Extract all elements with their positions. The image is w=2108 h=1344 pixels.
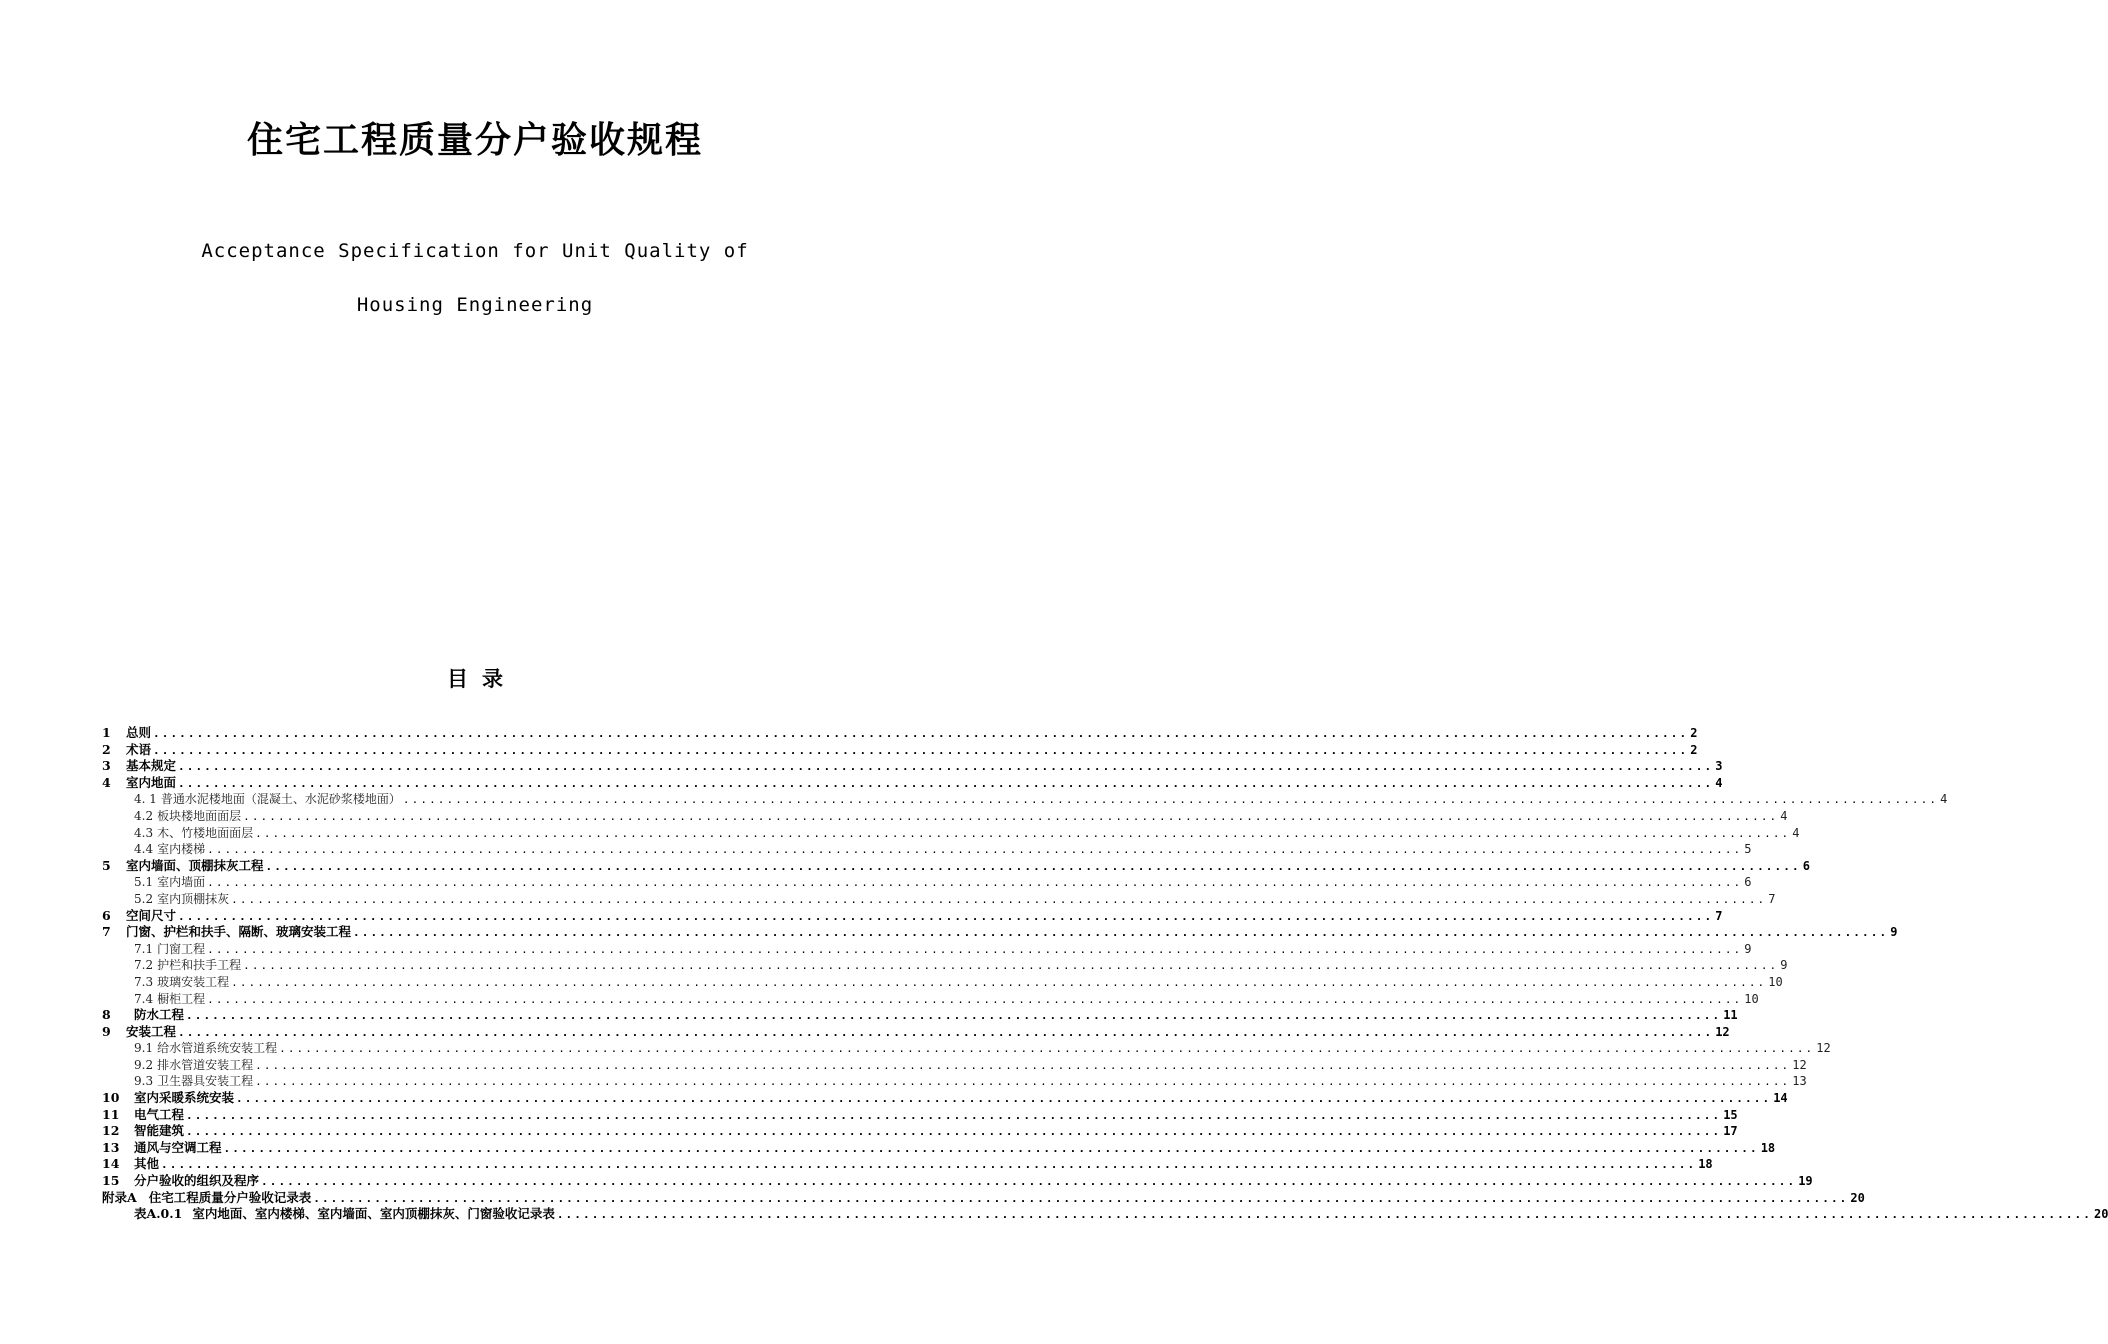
toc-dot-leader: ................................................................................................................................................................................: [186, 1009, 1722, 1023]
toc-dot-leader: ................................................................................................................................................................................: [178, 760, 1714, 774]
toc-dot-leader: ................................................................................................................................................................................: [178, 776, 1714, 790]
toc-entry-number: 12: [102, 1123, 120, 1139]
toc-entry-title: 基本规定: [126, 758, 177, 774]
toc-dot-leader: ................................................................................................................................................................................: [186, 1125, 1722, 1139]
toc-entry-number: 5.2: [134, 891, 154, 906]
toc-entry-number: 1: [102, 725, 111, 740]
toc-entry-page: 18: [1698, 1157, 1713, 1172]
toc-entry-page: 17: [1723, 1124, 1738, 1139]
toc-entry-title: 普通水泥楼地面（混凝土、水泥砂浆楼地面）: [160, 792, 401, 807]
toc-dot-leader: ................................................................................................................................................................................: [153, 743, 1689, 757]
toc-entry-title: 室内地面、室内楼梯、室内墙面、室内顶棚抹灰、门窗验收记录表: [192, 1206, 555, 1222]
toc-dot-leader: ................................................................................................................................................................................: [231, 892, 1767, 906]
toc-entry-page: 7: [1768, 891, 1776, 906]
toc-entry-page: 3: [1715, 759, 1723, 774]
toc-entry-number: 8: [102, 1007, 111, 1023]
toc-entry-number: 5.1: [134, 875, 154, 890]
toc-entry-title: 木、竹楼地面面层: [157, 825, 254, 840]
toc-dot-leader: ................................................................................................................................................................................: [186, 1108, 1722, 1122]
toc-entry-title: 智能建筑: [134, 1123, 185, 1139]
toc-entry-page: 20: [1850, 1190, 1865, 1205]
toc-dot-leader: ................................................................................................................................................................................: [153, 727, 1689, 740]
toc-entry-title: 室内地面: [126, 774, 177, 790]
toc-entry-page: 2: [1690, 726, 1698, 740]
toc-entry-page: 20: [2094, 1207, 2108, 1222]
toc-dot-leader: ................................................................................................................................................................................: [255, 1058, 1791, 1072]
toc-entry-page: 5: [1744, 842, 1752, 857]
toc-entry-number: 9.1: [134, 1041, 154, 1056]
toc-entry-page: 18: [1760, 1140, 1776, 1155]
toc-entry[interactable]: [102, 825, 1800, 842]
toc-entry-page: 4: [1792, 825, 1800, 840]
toc-heading-char-2: 录: [482, 667, 503, 691]
toc-entry-page: 14: [1773, 1091, 1788, 1106]
toc-entry[interactable]: [102, 1123, 1738, 1140]
toc-entry-page: 19: [1798, 1174, 1813, 1189]
toc-entry-page: 10: [1768, 974, 1783, 989]
toc-entry[interactable]: [102, 1206, 2108, 1223]
toc-entry-title: 室内墙面: [157, 875, 206, 890]
toc-entry[interactable]: [102, 1156, 1713, 1173]
toc-dot-leader: ................................................................................................................................................................................: [178, 909, 1714, 923]
toc-entry-title: 电气工程: [134, 1106, 185, 1122]
toc-dot-leader: ................................................................................................................................................................................: [236, 1092, 1772, 1106]
toc-entry-number: 15: [102, 1173, 120, 1189]
toc-entry[interactable]: [102, 1057, 1807, 1074]
toc-entry-page: 4: [1715, 775, 1723, 790]
toc-entry-title: 总则: [126, 725, 152, 740]
toc-dot-leader: ................................................................................................................................................................................: [207, 942, 1743, 956]
toc-heading-char-1: 目: [447, 667, 468, 691]
toc-entry[interactable]: [102, 1139, 1776, 1157]
toc-entry-number: 9: [102, 1023, 111, 1039]
toc-entry-title: 护栏和扶手工程: [157, 958, 242, 973]
toc-entry[interactable]: [102, 1007, 1738, 1024]
toc-dot-leader: ................................................................................................................................................................................: [353, 926, 1889, 940]
toc-entry-number: 7.1: [134, 941, 154, 956]
toc-dot-leader: ................................................................................................................................................................................: [161, 1158, 1697, 1172]
toc-entry-title: 通风与空调工程: [134, 1139, 222, 1155]
toc-entry-number: 4.2: [134, 808, 154, 823]
toc-dot-leader: ................................................................................................................................................................................: [243, 809, 1779, 823]
toc-entry-title: 排水管道安装工程: [157, 1057, 254, 1072]
toc-entry-title: 分户验收的组织及程序: [134, 1173, 260, 1189]
toc-entry-title: 住宅工程质量分户验收记录表: [148, 1189, 312, 1205]
toc-entry-number: 附录A: [102, 1189, 137, 1205]
toc-entry[interactable]: [102, 1073, 1807, 1090]
toc-dot-leader: ................................................................................................................................................................................: [279, 1042, 1815, 1056]
toc-entry-page: 4: [1940, 792, 1948, 807]
toc-entry-title: 室内墙面、顶棚抹灰工程: [126, 857, 264, 873]
table-of-contents: [102, 725, 2108, 1223]
toc-entry-page: 9: [1744, 941, 1752, 956]
toc-dot-leader: ................................................................................................................................................................................: [556, 1208, 2092, 1222]
toc-dot-leader: ................................................................................................................................................................................: [207, 876, 1743, 890]
toc-entry-title: 门窗、护栏和扶手、隔断、玻璃安装工程: [126, 924, 352, 940]
toc-entry[interactable]: [102, 974, 1783, 991]
toc-entry-number: 2: [102, 741, 111, 757]
toc-entry-page: 12: [1715, 1024, 1730, 1039]
toc-entry-title: 其他: [134, 1156, 160, 1172]
toc-entry-number: 5: [102, 857, 111, 873]
toc-entry-number: 4: [102, 774, 111, 790]
toc-entry[interactable]: [102, 774, 1723, 792]
toc-entry-title: 卫生器具安装工程: [157, 1074, 254, 1089]
toc-entry[interactable]: [102, 907, 1723, 925]
toc-entry[interactable]: [102, 874, 1752, 891]
toc-dot-leader: ................................................................................................................................................................................: [255, 826, 1791, 840]
toc-entry-title: 空间尺寸: [126, 907, 177, 923]
toc-entry-title: 防水工程: [134, 1007, 185, 1023]
toc-entry-number: 表A.0.1: [134, 1206, 183, 1222]
document-title: 住宅工程质量分户验收规程: [246, 120, 703, 161]
toc-entry-number: 13: [102, 1139, 120, 1155]
toc-entry[interactable]: [102, 857, 1810, 875]
toc-entry-title: 门窗工程: [157, 941, 206, 956]
toc-entry[interactable]: [102, 791, 1948, 808]
toc-entry-title: 板块楼地面面层: [157, 808, 242, 823]
toc-entry[interactable]: [102, 1090, 1788, 1107]
toc-entry[interactable]: [102, 941, 1752, 958]
toc-dot-leader: ................................................................................................................................................................................: [265, 859, 1801, 873]
toc-entry-number: 4.4: [134, 842, 154, 857]
english-title-line-2: Housing Engineering: [356, 294, 594, 316]
toc-entry-number: 7.3: [134, 974, 154, 989]
toc-entry[interactable]: [102, 924, 1898, 941]
toc-entry-page: 11: [1723, 1008, 1738, 1023]
toc-entry[interactable]: [102, 758, 1723, 775]
toc-entry-title: 室内楼梯: [157, 842, 206, 857]
toc-entry-title: 给水管道系统安装工程: [157, 1041, 278, 1056]
toc-entry[interactable]: [102, 1040, 1831, 1057]
toc-dot-leader: ................................................................................................................................................................................: [313, 1191, 1849, 1205]
toc-entry-page: 2: [1690, 742, 1698, 757]
toc-entry-number: 11: [102, 1106, 120, 1122]
toc-entry-title: 室内采暖系统安装: [134, 1090, 235, 1106]
toc-entry-page: 4: [1780, 808, 1788, 823]
toc-entry[interactable]: [102, 725, 1698, 742]
toc-entry[interactable]: [102, 991, 1759, 1008]
toc-entry[interactable]: [102, 1106, 1738, 1124]
toc-entry-title: 玻璃安装工程: [157, 974, 230, 989]
toc-entry-number: 3: [102, 758, 111, 774]
toc-entry-number: 9.2: [134, 1057, 154, 1072]
toc-dot-leader: ................................................................................................................................................................................: [207, 992, 1743, 1006]
toc-entry-page: 6: [1744, 875, 1752, 890]
toc-entry-page: 12: [1816, 1041, 1831, 1056]
toc-entry[interactable]: [102, 1023, 1730, 1041]
toc-entry-number: 7.2: [134, 958, 154, 973]
toc-entry-page: 13: [1792, 1074, 1807, 1089]
toc-entry-page: 12: [1792, 1057, 1807, 1072]
toc-entry-number: 4. 1: [134, 792, 157, 807]
toc-dot-leader: ................................................................................................................................................................................: [223, 1141, 1759, 1155]
toc-dot-leader: ................................................................................................................................................................................: [207, 843, 1743, 857]
toc-dot-leader: ................................................................................................................................................................................: [255, 1075, 1791, 1089]
toc-entry-page: 9: [1890, 925, 1898, 940]
toc-entry-page: 15: [1723, 1107, 1738, 1122]
toc-entry-title: 术语: [126, 741, 152, 757]
toc-dot-leader: ................................................................................................................................................................................: [402, 793, 1939, 807]
toc-entry-page: 6: [1802, 858, 1810, 873]
toc-entry[interactable]: [102, 808, 1788, 825]
toc-entry-number: 7.4: [134, 991, 154, 1006]
toc-entry-title: 橱柜工程: [157, 991, 206, 1006]
toc-entry[interactable]: [102, 957, 1788, 974]
toc-entry-title: 安装工程: [126, 1023, 177, 1039]
toc-entry[interactable]: [102, 891, 1776, 908]
toc-dot-leader: ................................................................................................................................................................................: [231, 975, 1767, 989]
toc-heading: [0, 663, 950, 693]
toc-entry-number: 10: [102, 1090, 120, 1106]
toc-dot-leader: ................................................................................................................................................................................: [243, 959, 1779, 973]
toc-dot-leader: ................................................................................................................................................................................: [178, 1025, 1714, 1039]
toc-entry-page: 9: [1780, 958, 1788, 973]
toc-entry-number: 4.3: [134, 825, 154, 840]
toc-entry-number: 6: [102, 907, 111, 923]
toc-entry-number: 7: [102, 924, 111, 940]
toc-entry-number: 9.3: [134, 1074, 154, 1089]
toc-entry[interactable]: [102, 841, 1752, 858]
toc-entry[interactable]: [102, 1173, 1813, 1190]
toc-entry[interactable]: [102, 741, 1698, 759]
toc-entry-page: 7: [1715, 908, 1723, 923]
toc-entry-title: 室内顶棚抹灰: [157, 891, 230, 906]
english-title-line-1: Acceptance Specification for Unit Quality of: [201, 240, 749, 262]
toc-dot-leader: ................................................................................................................................................................................: [261, 1175, 1797, 1189]
toc-entry-page: 10: [1744, 991, 1759, 1006]
toc-entry[interactable]: [102, 1189, 1865, 1207]
toc-entry-number: 14: [102, 1156, 120, 1172]
